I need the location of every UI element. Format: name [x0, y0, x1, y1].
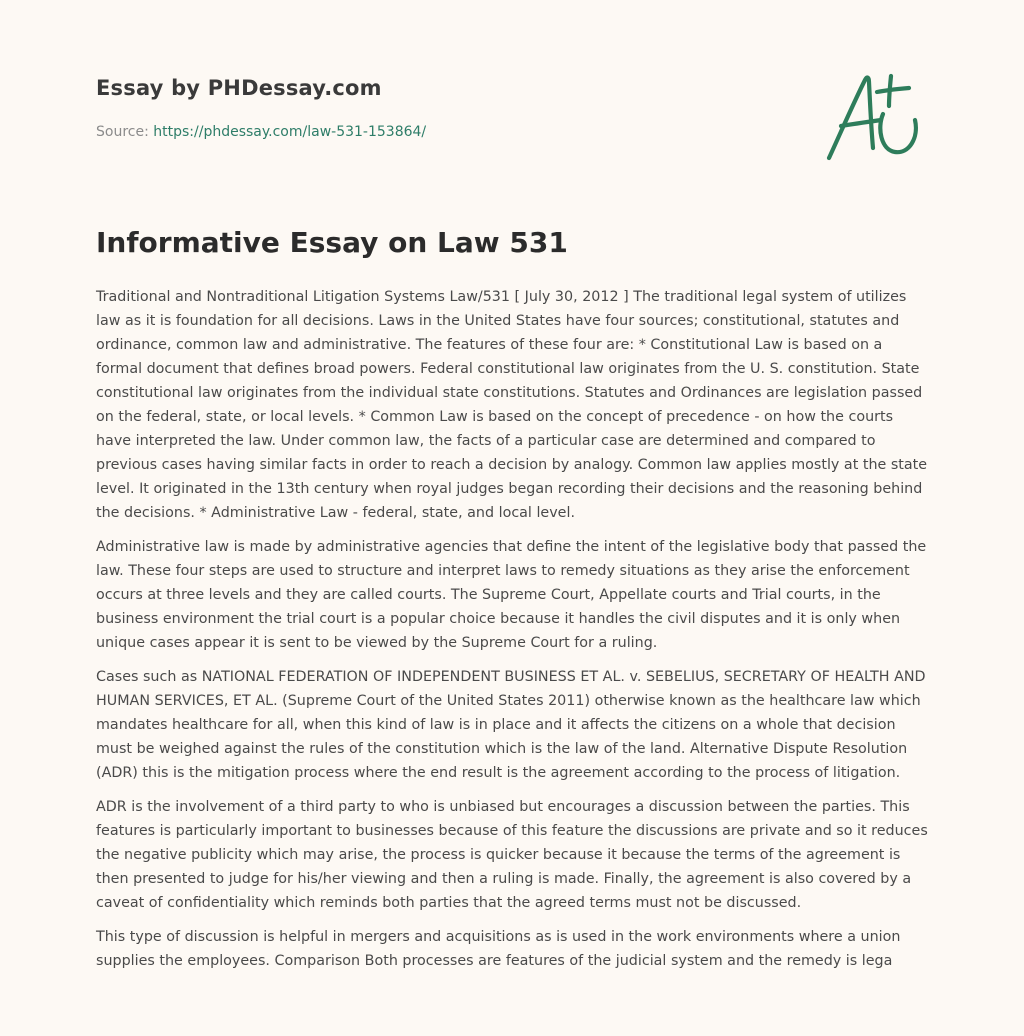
- source-line: [96, 124, 426, 140]
- essay-paragraph: Cases such as NATIONAL FEDERATION OF INDEPENDENT BUSINESS ET AL. v. SEBELIUS, SECRETARY OF HEALTH AND HUMAN SERVICES, ET AL. (Supreme Court of the United States 2011) otherwise known as the healthcare law which mandates healthcare for all, when this kind of law is in place and it affects the citizens on a whole that decision must be weighed against the rules of the constitution which is the law of the land. Alternative Dispute Resolution (ADR) this is the mitigation process where the end result is the agreement according to the process of litigation.: [96, 669, 926, 781]
- site-brand: Essay by PHDessay.com: [96, 76, 382, 100]
- essay-paragraph: ADR is the involvement of a third party to who is unbiased but encourages a discussion between the parties. This features is particularly important to businesses because of this feature the discussions are private and so it reduces the negative publicity which may arise, the process is quicker because it because the terms of the agreement is then presented to judge for his/her viewing and then a ruling is made. Finally, the agreement is also covered by a caveat of confidentiality which reminds both parties that the agreed terms must not be discussed.: [96, 799, 928, 911]
- essay-body: [96, 285, 930, 983]
- source-link[interactable]: https://phdessay.com/law-531-153864/: [153, 124, 427, 140]
- essay-paragraph: This type of discussion is helpful in mergers and acquisitions as is used in the work environments where a union supplies the employees. Comparison Both processes are features of the judicial system and the remedy is lega: [96, 929, 901, 969]
- a-plus-logo-icon: [823, 70, 927, 166]
- essay-paragraph: Traditional and Nontraditional Litigation Systems Law/531 [ July 30, 2012 ] The traditional legal system of utilizes law as it is foundation for all decisions. Laws in the United States have four sources; constitutional, statutes and ordinance, common law and administrative. The features of these four are: * Constitutional Law is based on a formal document that defines broad powers. Federal constitutional law originates from the U. S. constitution. State constitutional law originates from the individual state constitutions. Statutes and Ordinances are legislation passed on the federal, state, or local levels. * Common Law is based on the concept of precedence - on how the courts have interpreted the law. Under common law, the facts of a particular case are determined and compared to previous cases having similar facts in order to reach a decision by analogy. Common law applies mostly at the state level. It originated in the 13th century when royal judges began recording their decisions and the reasoning behind the decisions. * Administrative Law - federal, state, and local level.: [96, 289, 928, 521]
- essay-title: Informative Essay on Law 531: [96, 226, 568, 259]
- source-label: Source:: [96, 124, 149, 140]
- essay-paragraph: Administrative law is made by administrative agencies that define the intent of the legislative body that passed the law. These four steps are used to structure and interpret laws to remedy situations as they arise the enforcement occurs at three levels and they are called courts. The Supreme Court, Appellate courts and Trial courts, in the business environment the trial court is a popular choice because it handles the civil disputes and it is only when unique cases appear it is sent to be viewed by the Supreme Court for a ruling.: [96, 539, 927, 651]
